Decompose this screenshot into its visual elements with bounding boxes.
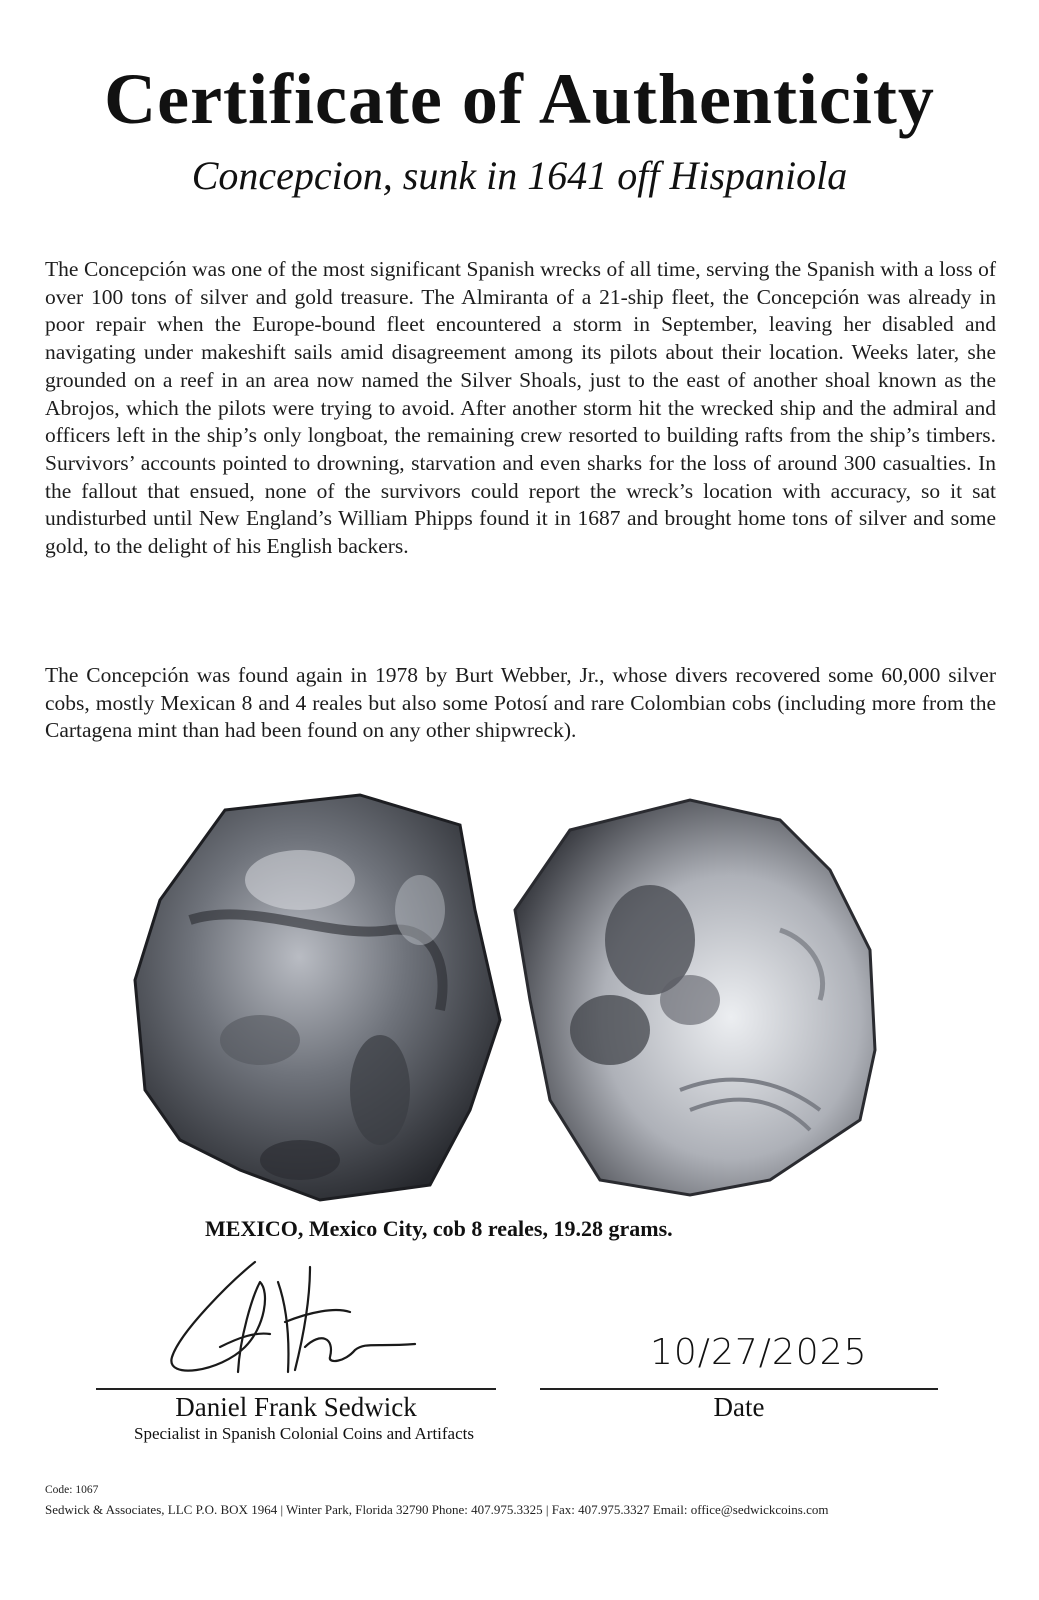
certificate-title: Certificate of Authenticity xyxy=(104,59,935,139)
coin-obverse xyxy=(135,795,500,1200)
date-label: Date xyxy=(713,1392,765,1422)
history-paragraph: The Concepción was one of the most significant Spanish wrecks of all time, serving the Spanish with a loss of over 100 tons of silver and gold treasure. The Almiranta of a 21-ship fleet, the Concepción was already in poor repair when the Europe-bound fleet encountered a storm in September, leaving her disabled and navigating under makeshift sails amid disagreement among its pilots about their location. Weeks later, she grounded on a reef in an area now named the Silver Shoals, just to the east of another shoal known as the Abrojos, which the pilots were trying to avoid. After another storm hit the wrecked ship and the admiral and officers left in the ship’s only longboat, the remaining crew resorted to building rafts from the ship’s timbers. Survivors’ accounts pointed to drowning, starvation and even sharks for the loss of around 300 casualties. In the fallout that ensued, none of the survivors could report the wreck’s location with accuracy, so it sat undisturbed until New England’s William Phipps found it in 1687 and brought home tons of silver and some gold, to the delight of his English backers. xyxy=(45,257,996,559)
coin-reverse xyxy=(515,800,875,1195)
handwritten-signature xyxy=(160,1252,430,1382)
signer-title: Specialist in Spanish Colonial Coins and Artifacts xyxy=(134,1424,474,1443)
footer-contact: Sedwick & Associates, LLC P.O. BOX 1964 | Winter Park, Florida 32790 Phone: 407.975.3325 | Fax: 407.975.3327 Email: office@sedwickcoins.com xyxy=(45,1502,829,1517)
coin-caption: MEXICO, Mexico City, cob 8 reales, 19.28 grams. xyxy=(205,1216,673,1241)
signature-line xyxy=(96,1388,496,1390)
certificate-code: Code: 1067 xyxy=(45,1484,99,1496)
signature-date: 10/27/2025 xyxy=(650,1332,868,1373)
signer-name: Daniel Frank Sedwick xyxy=(175,1392,417,1422)
date-line xyxy=(540,1388,938,1390)
certificate-subtitle: Concepcion, sunk in 1641 off Hispaniola xyxy=(191,153,848,198)
discovery-paragraph: The Concepción was found again in 1978 by Burt Webber, Jr., whose divers recovered some 60,000 silver cobs, mostly Mexican 8 and 4 reales but also some Potosí and rare Colombian cobs (including more from the Cartagena mint than had been found on any other shipwreck). xyxy=(45,663,996,743)
coin-photo xyxy=(130,790,910,1210)
